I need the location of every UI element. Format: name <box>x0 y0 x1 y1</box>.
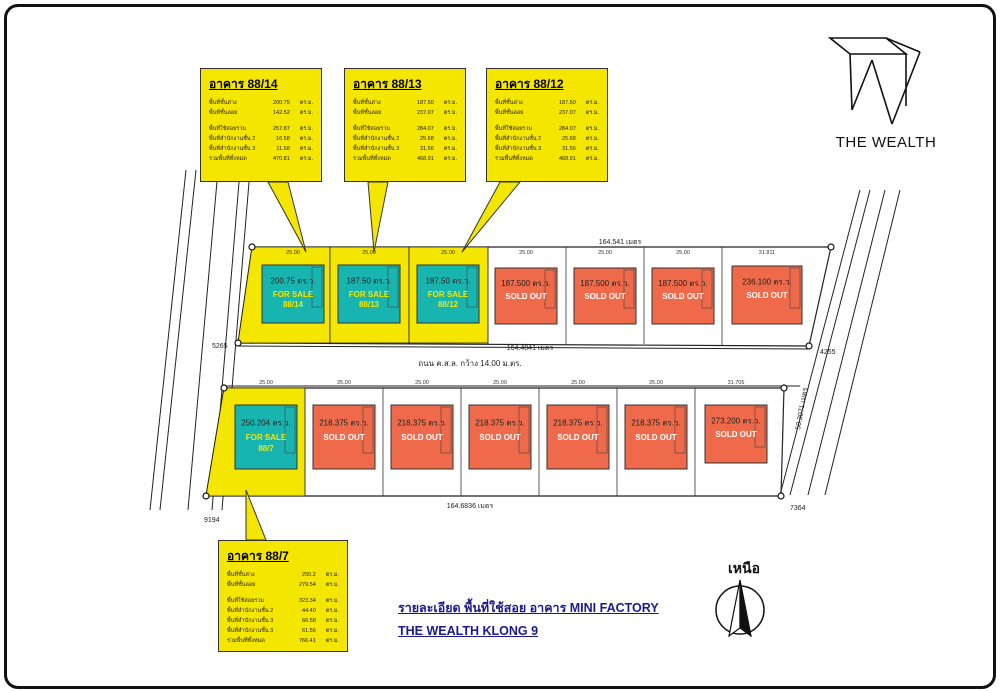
unit-status: SOLD OUT <box>479 433 521 443</box>
callout-row <box>227 626 339 636</box>
lot-width: 25.00 <box>337 380 351 386</box>
callout-row-value: 11.58 <box>276 146 290 152</box>
callout-row-unit: ตร.ม. <box>299 110 313 116</box>
callout-row-value: 200.75 <box>272 100 290 106</box>
callout-88-12 <box>486 68 608 182</box>
callout-row-value: 31.56 <box>420 146 434 152</box>
callout-title: อาคาร 88/7 <box>227 549 289 563</box>
unit-status: SOLD OUT <box>662 291 704 301</box>
callout-row-label: รวมพื้นที่ทั้งหมด <box>209 156 247 162</box>
callout-row-unit: ตร.ม. <box>443 110 457 116</box>
lot-width: 31.811 <box>758 250 776 256</box>
callout-row <box>209 108 313 118</box>
callout-row-value: 468.91 <box>558 156 576 162</box>
callout-row-label: พื้นที่ชั้นลอย <box>209 110 238 116</box>
unit-sold-out[interactable] <box>652 268 714 324</box>
callout-row-label: รวมพื้นที่ทั้งหมด <box>353 156 391 162</box>
unit-for-sale[interactable] <box>235 405 297 469</box>
callout-row-unit: ตร.ม. <box>325 572 339 578</box>
callout-row <box>209 154 313 164</box>
unit-status: SOLD OUT <box>584 291 626 301</box>
unit-area: 250.204 ตร.ว. <box>241 418 291 428</box>
callout-row <box>353 154 457 164</box>
callout-row-label: พื้นที่ใช้สอยรวม <box>353 126 390 132</box>
lot-width: 25.00 <box>362 250 376 256</box>
callout-row-label: รวมพื้นที่ทั้งหมด <box>227 638 265 644</box>
callout-row-unit: ตร.ม. <box>325 638 339 644</box>
callout-row-unit: ตร.ม. <box>325 608 339 614</box>
north-label: เหนือ <box>728 561 760 577</box>
unit-area: 218.375 ตร.ว. <box>475 418 525 428</box>
callout-row-label: พื้นที่ชั้นลอย <box>353 110 382 116</box>
callout-title: อาคาร 88/14 <box>209 77 278 91</box>
unit-area: 187.50 ตร.ว. <box>346 276 392 286</box>
callout-row <box>495 98 599 108</box>
callout-row <box>227 570 339 580</box>
unit-sold-out[interactable] <box>732 266 802 324</box>
lot-width: 25.00 <box>415 380 429 386</box>
callout-row-unit: ตร.ม. <box>585 156 599 162</box>
callout-row-label: พื้นที่สำนักงานชั้น 3 <box>353 146 400 152</box>
unit-status: SOLD OUT <box>505 291 547 301</box>
callout-88-13 <box>344 68 466 182</box>
callout-row-unit: ตร.ม. <box>585 100 599 106</box>
unit-number: 88/7 <box>258 444 274 454</box>
callout-row-value: 284.07 <box>416 126 434 132</box>
callout-row-unit: ตร.ม. <box>585 126 599 132</box>
callout-row-value: 766.41 <box>298 638 316 644</box>
lot-width: 25.00 <box>598 250 612 256</box>
callout-row-unit: ตร.ม. <box>443 136 457 142</box>
unit-sold-out[interactable] <box>547 405 609 469</box>
callout-row <box>495 144 599 154</box>
callout-row-value: 25.68 <box>420 136 434 142</box>
callout-row-unit: ตร.ม. <box>443 100 457 106</box>
callout-row <box>227 636 339 646</box>
callout-row-label: พื้นที่สำนักงานชั้น 3 <box>227 628 274 634</box>
unit-sold-out[interactable] <box>313 405 375 469</box>
callout-row-unit: ตร.ม. <box>325 598 339 604</box>
unit-status: FOR SALE <box>272 289 314 299</box>
callout-88-7 <box>218 540 348 652</box>
unit-status: SOLD OUT <box>401 433 443 443</box>
callout-row-unit: ตร.ม. <box>443 126 457 132</box>
callout-row-value: 323.34 <box>298 598 316 604</box>
callout-title: อาคาร 88/12 <box>495 77 564 91</box>
callout-row-label: พื้นที่สำนักงานชั้น 3 <box>209 146 256 152</box>
dim-right-bottom: 7364 <box>790 505 806 512</box>
callout-row-value: 257.87 <box>272 126 290 132</box>
callout-row-value: 470.81 <box>272 156 290 162</box>
callout-row-label: พื้นที่ใช้สอยรวม <box>227 598 264 604</box>
unit-area: 187.500 ตร.ว. <box>658 278 708 288</box>
lot-width: 25.00 <box>571 380 585 386</box>
callout-row <box>353 144 457 154</box>
callout-row-unit: ตร.ม. <box>443 146 457 152</box>
callout-row-label: พื้นที่ใช้สอยรวม <box>209 126 246 132</box>
callout-row-unit: ตร.ม. <box>299 126 313 132</box>
callout-row-value: 187.50 <box>416 100 434 106</box>
callout-row <box>209 134 313 144</box>
callout-row-label: พื้นที่สำนักงานชั้น 2 <box>227 608 274 614</box>
callout-row-label: พื้นที่ชั้นล่าง <box>227 572 255 578</box>
unit-sold-out[interactable] <box>574 268 636 324</box>
dim-right-mid: 50.3071 เมตร <box>795 387 810 431</box>
callout-rows <box>353 98 457 164</box>
unit-area: 218.375 ตร.ว. <box>631 418 681 428</box>
callout-row-unit: ตร.ม. <box>325 618 339 624</box>
callout-row-unit: ตร.ม. <box>325 582 339 588</box>
callout-row-unit: ตร.ม. <box>325 628 339 634</box>
unit-number: 88/13 <box>358 299 380 309</box>
callout-row-unit: ตร.ม. <box>585 146 599 152</box>
project-name: THE WEALTH KLONG 9 <box>398 624 539 638</box>
callout-row-unit: ตร.ม. <box>299 136 313 142</box>
unit-status: SOLD OUT <box>323 433 365 443</box>
dim-bottom-length: 164.6836 เมตร <box>446 503 494 510</box>
callout-row <box>227 616 339 626</box>
callout-row <box>353 108 457 118</box>
callout-rows <box>209 98 313 164</box>
unit-area: 218.375 ตร.ว. <box>553 418 603 428</box>
callout-row-value: 187.50 <box>558 100 576 106</box>
unit-area: 187.500 ตร.ว. <box>501 278 551 288</box>
unit-area: 187.50 ตร.ว. <box>425 276 471 286</box>
unit-sold-out[interactable] <box>469 405 531 469</box>
callout-88-14 <box>200 68 322 182</box>
callout-row-label: พื้นที่ใช้สอยรวม <box>495 126 532 132</box>
lot-width: 25.00 <box>259 380 273 386</box>
unit-status: SOLD OUT <box>746 290 788 300</box>
callout-row-label: พื้นที่สำนักงานชั้น 3 <box>227 618 274 624</box>
callout-row-value: 66.58 <box>302 618 316 624</box>
north-arrow-icon <box>716 580 764 636</box>
callout-row-unit: ตร.ม. <box>443 156 457 162</box>
callout-row-value: 16.58 <box>276 136 290 142</box>
callout-row-label: พื้นที่ชั้นล่าง <box>209 100 237 106</box>
callout-row-value: 284.07 <box>558 126 576 132</box>
callout-row-value: 31.56 <box>562 146 576 152</box>
callout-row-label: รวมพื้นที่ทั้งหมด <box>495 156 533 162</box>
callout-row-unit: ตร.ม. <box>299 146 313 152</box>
unit-for-sale[interactable] <box>262 265 324 323</box>
callout-row-value: 25.68 <box>562 136 576 142</box>
dim-top-length: 164.541 เมตร <box>598 239 642 246</box>
callout-row-value: 279.54 <box>298 582 316 588</box>
callout-row <box>209 98 313 108</box>
callout-row-unit: ตร.ม. <box>585 110 599 116</box>
unit-sold-out[interactable] <box>495 268 557 324</box>
unit-number: 88/14 <box>282 299 304 309</box>
unit-area: 236.100 ตร.ว. <box>742 277 792 287</box>
callout-row-unit: ตร.ม. <box>299 100 313 106</box>
unit-area: 218.375 ตร.ว. <box>397 418 447 428</box>
dim-left-top: 5265 <box>212 343 228 350</box>
unit-status: SOLD OUT <box>635 433 677 443</box>
callout-row-label: พื้นที่สำนักงานชั้น 2 <box>209 136 256 142</box>
unit-sold-out[interactable] <box>391 405 453 469</box>
dim-middle-length: 164.4841 เมตร <box>506 345 554 352</box>
callout-row <box>227 596 339 606</box>
unit-area: 273.200 ตร.ว. <box>711 416 761 426</box>
unit-number: 88/12 <box>437 299 459 309</box>
road-label: ถนน ค.ส.ล. กว้าง 14.00 ม.ตร. <box>418 359 522 368</box>
unit-status: FOR SALE <box>348 289 390 299</box>
callout-row-value: 44.40 <box>302 608 316 614</box>
callout-rows <box>495 98 599 164</box>
callout-row <box>353 134 457 144</box>
lot-width: 25.00 <box>676 250 690 256</box>
callout-row-value: 237.07 <box>416 110 434 116</box>
callout-row <box>209 124 313 134</box>
lot-width: 25.00 <box>519 250 533 256</box>
callout-row-label: พื้นที่สำนักงานชั้น 2 <box>495 136 542 142</box>
unit-area: 187.500 ตร.ว. <box>580 278 630 288</box>
callout-row-value: 237.07 <box>558 110 576 116</box>
lot-width: 25.00 <box>441 250 455 256</box>
callout-row-value: 142.52 <box>272 110 290 116</box>
callout-row-value: 250.2 <box>302 572 316 578</box>
unit-sold-out[interactable] <box>625 405 687 469</box>
lot-width: 25.00 <box>649 380 663 386</box>
callout-title: อาคาร 88/13 <box>353 77 422 91</box>
callout-row-value: 61.56 <box>302 628 316 634</box>
unit-status: SOLD OUT <box>715 429 757 439</box>
callout-row-label: พื้นที่ชั้นล่าง <box>353 100 381 106</box>
callout-row-unit: ตร.ม. <box>299 156 313 162</box>
callout-row-value: 468.91 <box>416 156 434 162</box>
callout-row <box>495 124 599 134</box>
unit-area: 200.75 ตร.ว. <box>270 276 316 286</box>
brand-name: THE WEALTH <box>835 134 937 151</box>
unit-area: 218.375 ตร.ว. <box>319 418 369 428</box>
callout-row <box>227 580 339 590</box>
callout-row-label: พื้นที่ชั้นลอย <box>495 110 524 116</box>
unit-for-sale[interactable] <box>338 265 400 323</box>
dim-right-top: 4255 <box>820 349 836 356</box>
callout-row <box>495 108 599 118</box>
callout-row-label: พื้นที่ชั้นลอย <box>227 582 256 588</box>
callout-row-label: พื้นที่ชั้นล่าง <box>495 100 523 106</box>
unit-sold-out[interactable] <box>705 405 767 463</box>
callout-row <box>353 124 457 134</box>
callout-row <box>227 606 339 616</box>
lot-width: 25.00 <box>286 250 300 256</box>
callout-row <box>353 98 457 108</box>
lot-width: 25.00 <box>493 380 507 386</box>
dim-left-mid: 9194 <box>204 517 220 524</box>
callout-rows <box>227 570 339 646</box>
unit-status: SOLD OUT <box>557 433 599 443</box>
right-boundary-lines <box>780 190 900 495</box>
callout-row <box>209 144 313 154</box>
callout-row-label: พื้นที่สำนักงานชั้น 2 <box>353 136 400 142</box>
unit-status: FOR SALE <box>427 289 469 299</box>
callout-row <box>495 134 599 144</box>
unit-status: FOR SALE <box>245 433 287 443</box>
unit-for-sale[interactable] <box>417 265 479 323</box>
callout-row-unit: ตร.ม. <box>585 136 599 142</box>
callout-row-label: พื้นที่สำนักงานชั้น 3 <box>495 146 542 152</box>
plan-title: รายละเอียด พื้นที่ใช้สอย อาคาร MINI FACTORY <box>398 601 659 615</box>
callout-row <box>495 154 599 164</box>
lot-width: 31.705 <box>727 380 745 386</box>
